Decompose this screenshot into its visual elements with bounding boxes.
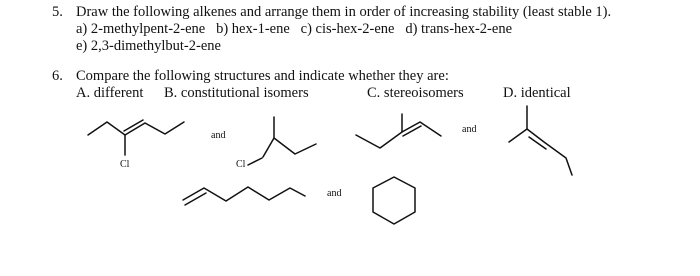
chlorine-label-2: Cl [236, 159, 246, 170]
q6-choice-b: B. constitutional isomers [164, 85, 309, 101]
q5-number: 5. [52, 4, 63, 20]
structure-6-cyclohexane [373, 177, 415, 224]
q6-choice-a: A. different [76, 85, 144, 101]
structure-3-alkene [356, 114, 441, 148]
structure-5-linear-alkene [183, 187, 305, 205]
and-label-2: and [462, 124, 477, 135]
q5-prompt: Draw the following alkenes and arrange them in order of increasing stability (least stable 1). [76, 4, 612, 20]
q5-options-line1: a) 2-methylpent-2-ene b) hex-1-ene c) cis-hex-2-ene d) trans-hex-2-ene [76, 21, 512, 37]
structure-1-chloroalkene [88, 120, 184, 155]
structure-2-chloro-branched [248, 117, 316, 165]
chlorine-label-1: Cl [120, 159, 130, 170]
q6-choice-d: D. identical [503, 85, 571, 101]
q6-choice-c: C. stereoisomers [367, 85, 464, 101]
q6-prompt: Compare the following structures and indicate whether they are: [76, 68, 449, 84]
and-label-3: and [327, 188, 342, 199]
structure-4-alkene [509, 106, 572, 175]
and-label-1: and [211, 130, 226, 141]
q6-number: 6. [52, 68, 63, 84]
q5-options-line2: e) 2,3-dimethylbut-2-ene [76, 38, 221, 54]
